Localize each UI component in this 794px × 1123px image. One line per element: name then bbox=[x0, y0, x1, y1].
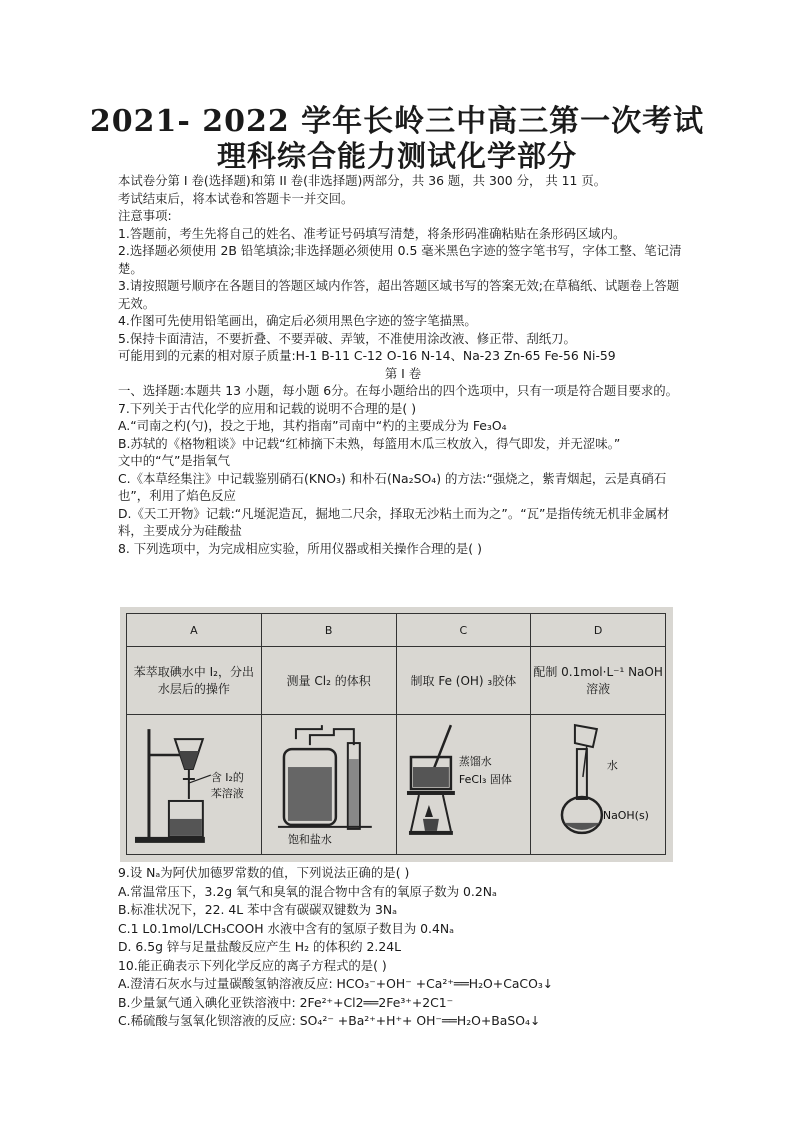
colloid-diagram bbox=[397, 719, 531, 849]
option-b: B.标准状况下，22. 4L 苯中含有碳碳双键数为 3Nₐ bbox=[118, 902, 398, 917]
option-c: C.《本草经集注》中记载鉴别硝石(KNO₃) 和朴石(Na₂SO₄) 的方法:“强烧之，紫青烟起，云是真硝石也”，利用了焰色反应 bbox=[118, 470, 667, 503]
option-c: C.稀硫酸与氢氧化钡溶液的反应: SO₄²⁻ +Ba²⁺+H⁺+ OH⁻══H₂O+BaSO₄↓ bbox=[118, 1013, 541, 1028]
apparatus-gas-measure bbox=[261, 714, 396, 854]
apparatus-separatory-funnel bbox=[127, 714, 262, 854]
note-item: 4.作图可先使用铅笔画出，确定后必须用黑色字迹的签字笔描黑。 bbox=[118, 313, 477, 328]
col-header: D bbox=[531, 614, 666, 647]
option-b-cont: 文中的“气”是指氧气 bbox=[118, 453, 230, 468]
exam-body bbox=[118, 172, 688, 557]
separatory-funnel-diagram bbox=[127, 719, 261, 849]
questions-lower bbox=[118, 864, 698, 1031]
label-c-solid: FeCl₃ 固体 bbox=[458, 773, 512, 787]
col-header: A bbox=[127, 614, 262, 647]
label-d-water: 水 bbox=[607, 759, 619, 773]
section-title: 第 I 卷 bbox=[384, 365, 422, 381]
note-item: 2.选择题必须使用 2B 铅笔填涂;非选择题必须使用 0.5 毫米黑色字迹的签字笔书写，字体工整、笔记清楚。 bbox=[118, 243, 682, 276]
col-header: C bbox=[396, 614, 531, 647]
col-header: B bbox=[261, 614, 396, 647]
experiment-desc: 苯萃取碘水中 I₂，分出水层后的操作 bbox=[127, 647, 262, 714]
question-stem: 7.下列关于古代化学的应用和记载的说明不合理的是( ) bbox=[118, 400, 417, 416]
experiment-table-photo bbox=[120, 607, 673, 862]
volumetric-flask-diagram bbox=[531, 719, 665, 849]
question-stem: 10.能正确表示下列化学反应的离子方程式的是( ) bbox=[118, 957, 387, 973]
experiment-table bbox=[126, 613, 666, 855]
exam-title: 2021- 2022 学年长岭三中高三第一次考试 bbox=[89, 104, 705, 139]
note-item: 1.答题前，考生先将自己的姓名、准考证号码填写清楚，将条形码准确粘贴在条形码区域内。 bbox=[118, 225, 626, 241]
label-d-solid: NaOH(s) bbox=[603, 809, 650, 823]
option-a: A.澄清石灰水与过量碳酸氢钠溶液反应: HCO₃⁻+OH⁻ +Ca²⁺══H₂O+CaCO₃↓ bbox=[118, 976, 554, 991]
label-b-water: 饱和盐水 bbox=[287, 833, 332, 847]
intro-line: 考试结束后，将本试卷和答题卡一并交回。 bbox=[118, 190, 354, 206]
experiment-desc: 制取 Fe (OH) ₃胶体 bbox=[396, 647, 531, 714]
option-d: D. 6.5g 锌与足量盐酸反应产生 H₂ 的体积约 2.24L bbox=[118, 939, 401, 954]
label-a-solution: 含 I₂的 bbox=[210, 771, 244, 785]
gas-volume-diagram bbox=[262, 719, 396, 849]
label-c-water: 蒸馏水 bbox=[458, 755, 492, 769]
apparatus-volumetric-flask bbox=[531, 714, 666, 854]
label-a-solution2: 苯溶液 bbox=[210, 787, 244, 801]
option-a: A.常温常压下，3.2g 氧气和臭氧的混合物中含有的氧原子数为 0.2Nₐ bbox=[118, 883, 497, 899]
option-b: B.苏轼的《格物粗谈》中记载“红柿摘下未熟，每篮用木瓜三枚放入，得气即发，并无涩味。” bbox=[118, 435, 621, 451]
notes-heading: 注意事项: bbox=[118, 208, 172, 223]
option-c: C.1 L0.1mol/LCH₃COOH 水液中含有的氢原子数目为 0.4Nₐ bbox=[118, 920, 454, 936]
question-stem: 8. 下列选项中，为完成相应实验，所用仪器或相关操作合理的是( ) bbox=[118, 540, 482, 556]
question-stem: 9.设 Nₐ为阿伏加德罗常数的值，下列说法正确的是( ) bbox=[118, 865, 410, 880]
apparatus-colloid bbox=[396, 714, 531, 854]
note-item: 3.请按照题号顺序在各题目的答题区域内作答，超出答题区域书写的答案无效;在草稿纸、试题卷上答题无效。 bbox=[118, 278, 680, 311]
note-item: 5.保持卡面清洁，不要折叠、不要弄破、弄皱，不准使用涂改液、修正带、刮纸刀。 bbox=[118, 330, 576, 346]
section-instruction: 一、选择题:本题共 13 小题，每小题 6分。在每小题给出的四个选项中，只有一项是符合题目要求的。 bbox=[118, 383, 679, 398]
atomic-masses: 可能用到的元素的相对原子质量:H-1 B-11 C-12 O-16 N-14、Na-23 Zn-65 Fe-56 Ni-59 bbox=[118, 348, 616, 363]
experiment-desc: 配制 0.1mol·L⁻¹ NaOH 溶液 bbox=[531, 647, 666, 714]
option-a: A.“司南之杓(勺)，投之于地，其杓指南”司南中“杓的主要成分为 Fe₃O₄ bbox=[118, 418, 507, 433]
option-d: D.《天工开物》记载:“凡埏泥造瓦，掘地二尺余，择取无沙粘土而为之”。“瓦”是指传统无机非金属材料，主要成分为硅酸盐 bbox=[118, 505, 670, 538]
option-b: B.少量氯气通入碘化亚铁溶液中: 2Fe²⁺+Cl2══2Fe³⁺+2C1⁻ bbox=[118, 994, 454, 1010]
exam-subtitle: 理科综合能力测试化学部分 bbox=[216, 139, 577, 173]
experiment-desc: 测量 Cl₂ 的体积 bbox=[261, 647, 396, 714]
intro-line: 本试卷分第 I 卷(选择题)和第 II 卷(非选择题)两部分，共 36 题，共 300 分， 共 11 页。 bbox=[118, 173, 607, 188]
